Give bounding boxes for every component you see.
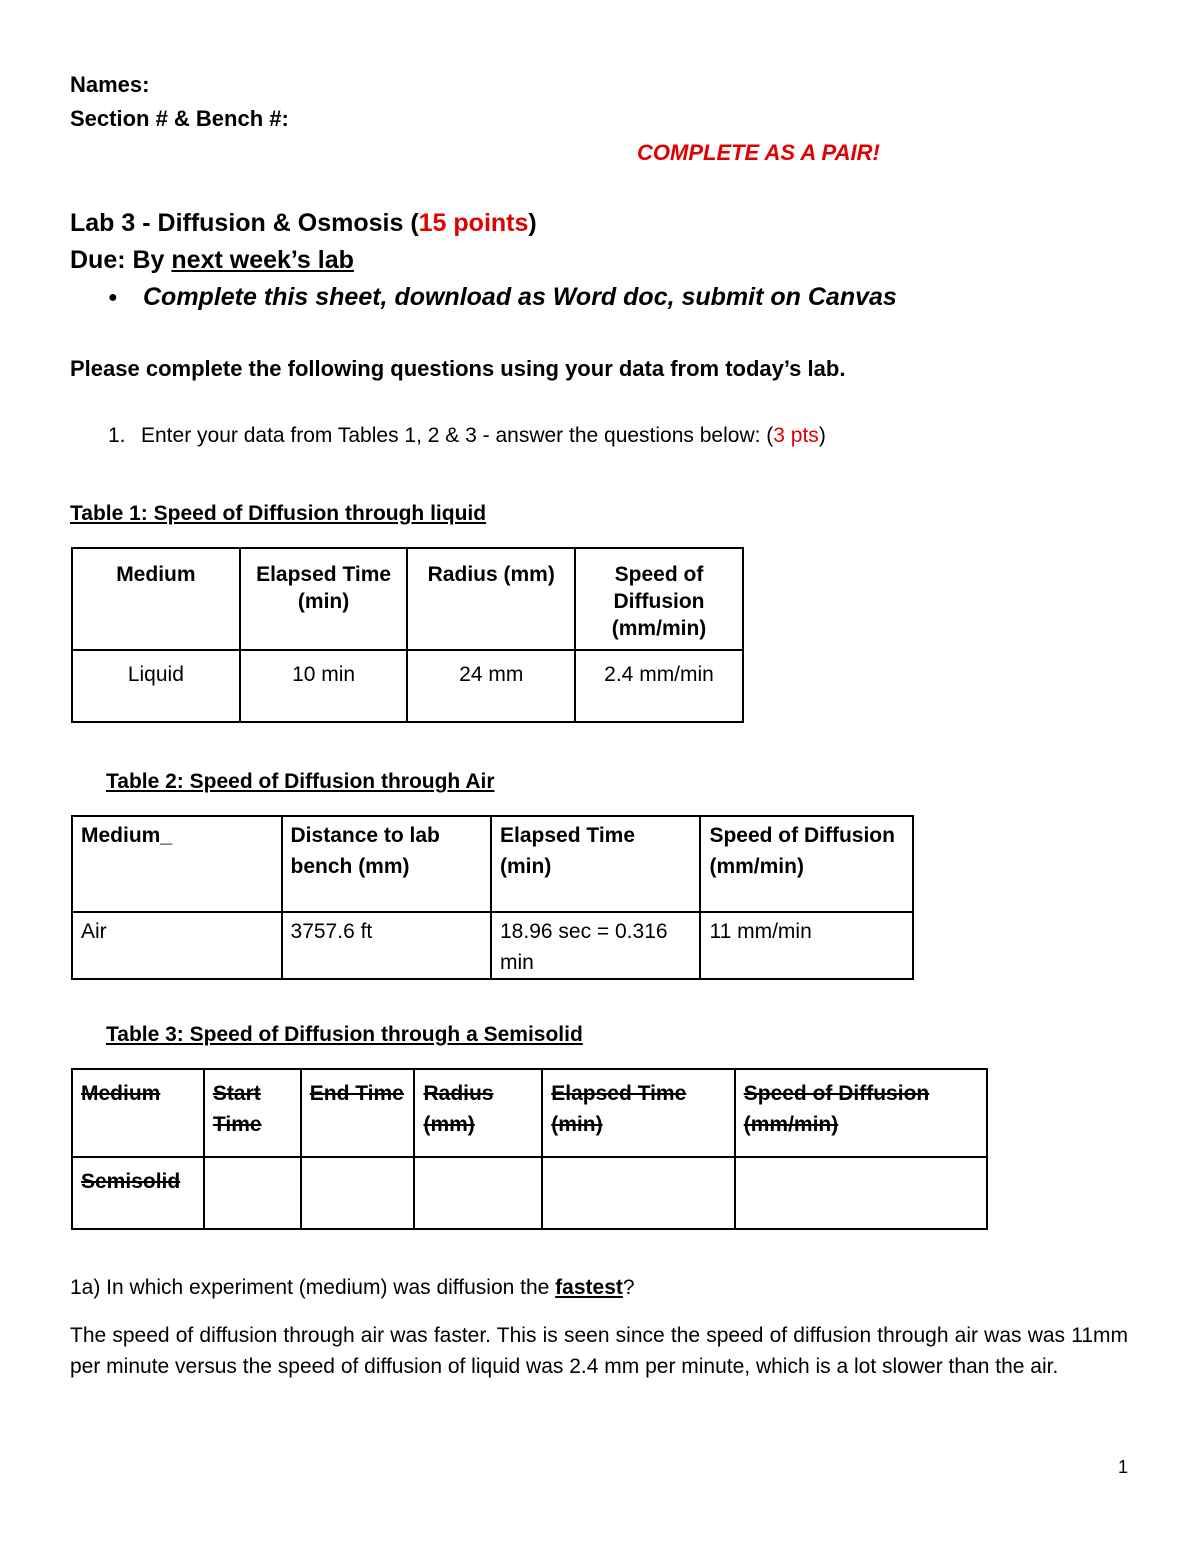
table3-header-cell: End Time	[301, 1069, 415, 1157]
table1-header-cell: Radius (mm)	[407, 548, 575, 650]
table2-header-cell: Elapsed Time (min)	[491, 816, 700, 912]
table2-header-cell: Speed of Diffusion (mm/min)	[700, 816, 913, 912]
lab-points: 15 points	[418, 209, 529, 237]
bullet-icon: ●	[108, 289, 118, 306]
table1-row	[72, 650, 743, 722]
table1-header-cell: Elapsed Time (min)	[240, 548, 408, 650]
table2-cell: 3757.6 ft	[282, 912, 491, 979]
table2-header-row	[72, 816, 913, 912]
table1-caption: Table 1: Speed of Diffusion through liquid	[70, 502, 487, 525]
table3-header-cell: Start Time	[204, 1069, 301, 1157]
question-1-points: 3 pts	[773, 424, 819, 447]
submit-instruction: ● Complete this sheet, download as Word doc, submit on Canvas	[108, 283, 897, 311]
table3-cell	[204, 1157, 301, 1229]
instructions: Please complete the following questions using your data from today’s lab.	[70, 356, 846, 381]
question-1: 1. Enter your data from Tables 1, 2 & 3 - answer the questions below: (3 pts)	[108, 424, 826, 447]
due-when: next week’s lab	[171, 246, 354, 274]
table1-header-cell: Medium	[72, 548, 240, 650]
table2-caption: Table 2: Speed of Diffusion through Air	[106, 770, 495, 793]
question-1a-answer: The speed of diffusion through air was faster. This is seen since the speed of diffusion through air was was 11mm per minute versus the speed of diffusion of liquid was 2.4 mm per minute, which is a lot slower than the air.	[70, 1324, 1128, 1378]
table2-cell: 18.96 sec = 0.316 min	[491, 912, 700, 979]
table2	[71, 815, 914, 980]
question-1a: 1a) In which experiment (medium) was diffusion the fastest?	[70, 1276, 635, 1299]
table1-cell: 10 min	[240, 650, 408, 722]
table2-row	[72, 912, 913, 979]
lab-title: Lab 3 - Diffusion & Osmosis (15 points)	[70, 209, 537, 237]
pair-note: COMPLETE AS A PAIR!	[637, 140, 880, 165]
table2-header-cell: Medium_	[72, 816, 282, 912]
table3-cell	[414, 1157, 542, 1229]
table2-cell: 11 mm/min	[700, 912, 913, 979]
table3-cell	[735, 1157, 987, 1229]
table3-header-cell: Speed of Diffusion (mm/min)	[735, 1069, 987, 1157]
table1-cell: Liquid	[72, 650, 240, 722]
table3-header-cell: Medium	[72, 1069, 204, 1157]
due-line: Due: By next week’s lab	[70, 246, 354, 274]
table1-header-cell: Speed of Diffusion (mm/min)	[575, 548, 743, 650]
table1-cell: 24 mm	[407, 650, 575, 722]
table3-header-row	[72, 1069, 987, 1157]
question-1a-emphasis: fastest	[555, 1276, 623, 1299]
section-bench-label: Section # & Bench #:	[70, 106, 289, 131]
table3	[71, 1068, 988, 1230]
page-number: 1	[1118, 1457, 1129, 1477]
table1-cell: 2.4 mm/min	[575, 650, 743, 722]
table2-header-cell: Distance to lab bench (mm)	[282, 816, 491, 912]
table3-cell: Semisolid	[72, 1157, 204, 1229]
table3-header-cell: Elapsed Time (min)	[542, 1069, 734, 1157]
table3-row	[72, 1157, 987, 1229]
names-label: Names:	[70, 72, 150, 97]
table1	[71, 547, 744, 723]
table3-header-cell: Radius (mm)	[414, 1069, 542, 1157]
table3-caption: Table 3: Speed of Diffusion through a Semisolid	[106, 1023, 583, 1046]
table3-cell	[542, 1157, 734, 1229]
table3-cell	[301, 1157, 415, 1229]
table1-header-row	[72, 548, 743, 650]
table2-cell: Air	[72, 912, 282, 979]
